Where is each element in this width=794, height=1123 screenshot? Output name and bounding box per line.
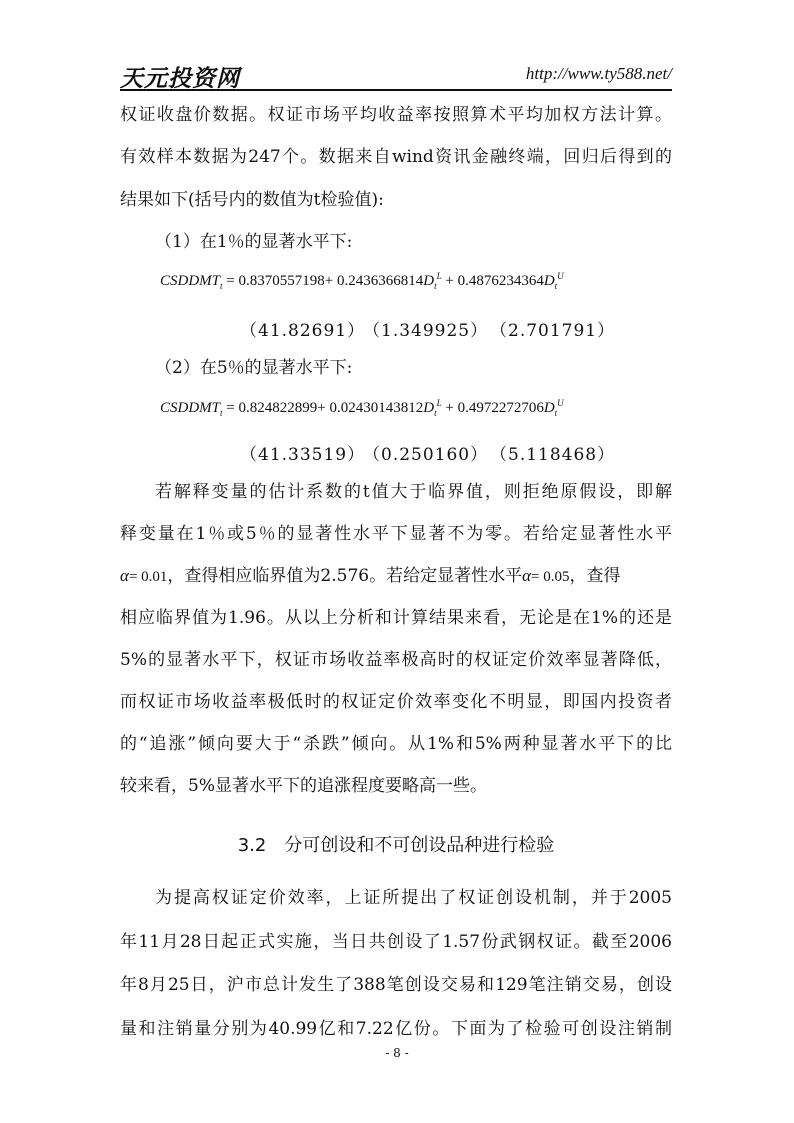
body-line: 为提高权证定价效率，上证所提出了权证创设机制，并于2005: [155, 888, 672, 908]
body-line: 有效样本数据为247个。数据来自wind资讯金融终端，回归后得到的: [120, 147, 672, 167]
case1-label: （1）在1％的显著水平下:: [155, 232, 353, 252]
t-value: （2.701791）: [490, 321, 616, 341]
t-value: （1.349925）: [363, 321, 489, 341]
body-line: 较来看，5%显著水平下的追涨程度要略高一些。: [120, 776, 487, 796]
body-line: 年8月25日，沪市总计发生了388笔创设交易和129笔注销交易，创设: [120, 975, 672, 995]
body-line: 年11月28日起正式实施，当日共创设了1.57份武钢权证。截至2006: [120, 932, 672, 952]
section-heading: 3.2 分可创设和不可创设品种进行检验: [237, 835, 555, 856]
body-line: α= 0.01，查得相应临界值为2.576。若给定显著性水平α= 0.05，查得: [120, 566, 621, 586]
body-line: 结果如下(括号内的数值为t检验值):: [120, 190, 384, 210]
site-url[interactable]: http://www.ty588.net/: [525, 64, 672, 83]
regression-formula-1: $CSDDMT_t = 0.8370557198+ 0.2436366814D_t^L + 0.4876234364D_t^U$: [160, 271, 564, 291]
body-line: 而权证市场收益率极低时的权证定价效率变化不明显，即国内投资者: [120, 692, 672, 712]
case2-label: （2）在5％的显著水平下:: [155, 358, 353, 378]
body-line: 5%的显著水平下，权证市场收益率极高时的权证定价效率显著降低，: [120, 650, 672, 670]
body-line: 量和注销量分别为40.99亿和7.22亿份。下面为了检验可创设注销制: [120, 1019, 672, 1039]
regression-formula-2: $CSDDMT_t = 0.824822899+ 0.02430143812D_t^L + 0.4972272706D_t^U$: [160, 398, 564, 418]
body-line: 若解释变量的估计系数的t值大于临界值，则拒绝原假设，即解: [155, 482, 672, 502]
t-value: （0.250160）: [363, 445, 489, 465]
body-line: 相应临界值为1.96。从以上分析和计算结果来看，无论是在1%的还是: [120, 608, 672, 628]
header-rule: [120, 89, 672, 91]
t-value: （41.33519）: [240, 445, 366, 465]
body-line: 释变量在1％或5％的显著性水平下显著不为零。若给定显著性水平: [120, 524, 672, 544]
page-header: [120, 58, 672, 92]
t-value: （41.82691）: [240, 321, 366, 341]
body-line: 的“追涨”倾向要大于“杀跌”倾向。从1%和5%两种显著水平下的比: [120, 734, 672, 754]
body-line: 权证收盘价数据。权证市场平均收益率按照算术平均加权方法计算。: [120, 105, 672, 125]
t-value: （5.118468）: [490, 445, 616, 465]
site-brand: 天元投资网: [120, 65, 240, 92]
page-number: - 8 -: [385, 1046, 409, 1060]
